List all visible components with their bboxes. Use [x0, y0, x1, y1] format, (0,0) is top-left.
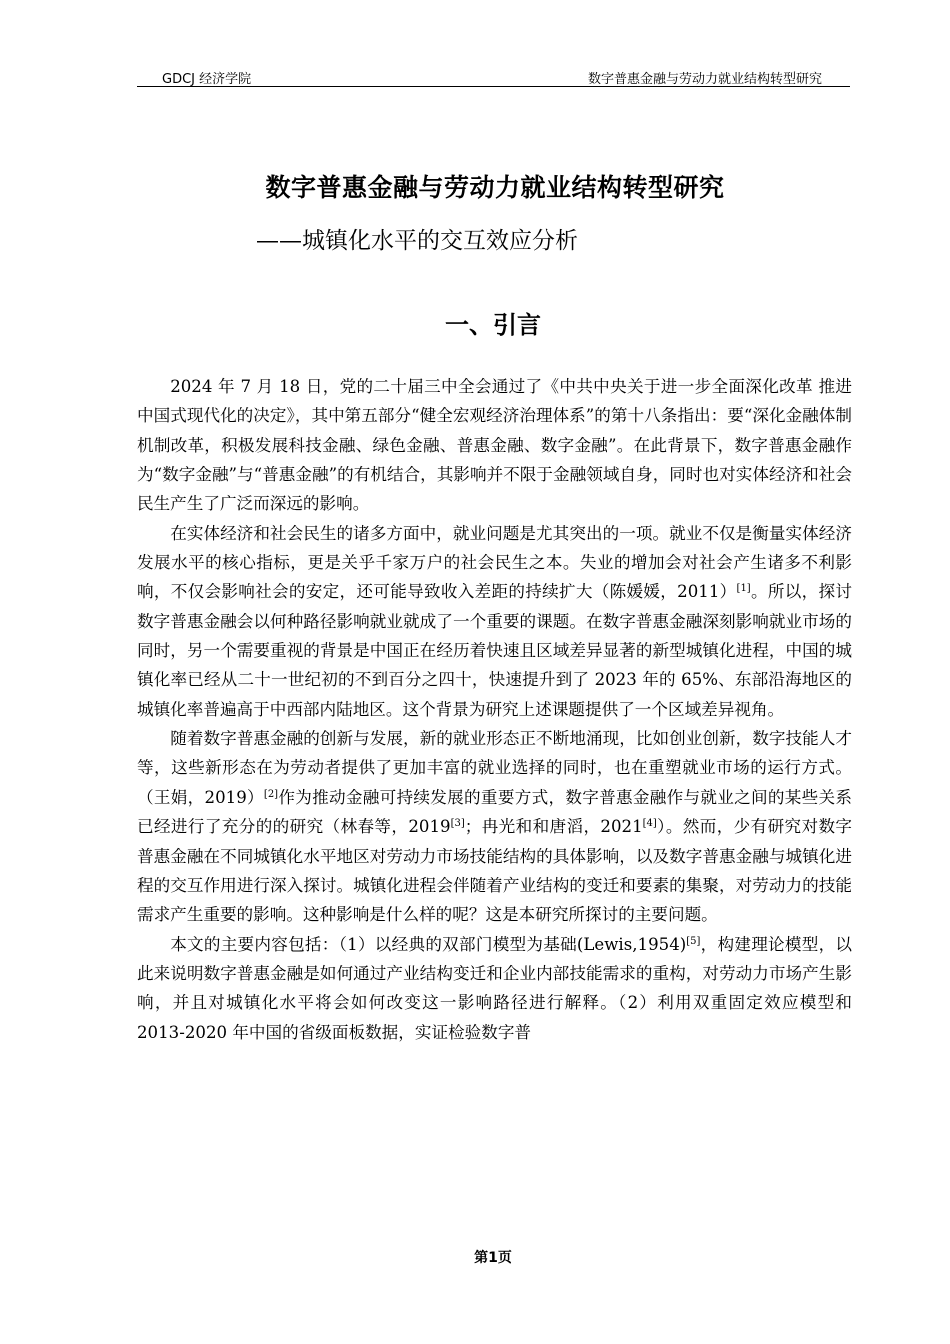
paragraph-text: 随着数字普惠金融的创新与发展，新的就业形态正不断地涌现，比如创业创新，数字技能人才等，这些新形态在为劳动者提供了更加丰富的就业选择的同时，也在重塑就业市场的运行方式。（王娟，2019） — [137, 729, 852, 807]
citation-ref[interactable]: [3] — [450, 818, 465, 830]
paper-subtitle: ——城镇化水平的交互效应分析 — [256, 228, 578, 254]
paragraph-text: 2024 年 7 月 18 日，党的二十届三中全会通过了《中共中央关于进一步全面深化改革 推进中国式现代化的决定》，其中第五部分“健全宏观经济治理体系”的第十八条指出：要“深化金融体制机制改革，积极发展科技金融、绿色金融、普惠金融、数字金融”。在此背景下，数字普惠金融作为“数字金融”与“普惠金融”的有机结合，其影响并不限于金融领域自身，同时也对实体经济和社会民生产生了广泛而深远的影响。 — [137, 377, 852, 514]
paragraph-text: ；冉光和和唐滔，2021 — [464, 817, 643, 837]
paragraph-text: 在实体经济和社会民生的诸多方面中，就业问题是尤其突出的一项。就业不仅是衡量实体经济发展水平的核心指标，更是关乎千家万户的社会民生之本。失业的增加会对社会产生诸多不利影响，不仅会影响社会的安定，还可能导致收入差距的持续扩大（陈媛媛，2011） — [137, 523, 852, 602]
header-right: 数字普惠金融与劳动力就业结构转型研究 — [587, 72, 822, 87]
paragraph-text: 。所以，探讨数字普惠金融会以何种路径影响就业就成了一个重要的课题。在数字普惠金融深刻影响就业市场的同时，另一个需要重视的背景是中国正在经历着快速且区域差异显著的新型城镇化进程，中国的城镇化率已经从二十一世纪初的不到百分之四十，快速提升到了 2023 年的 65%、东部沿海地区的城镇化率普遍高于中西部内陆地区。这个背景为研究上述课题提供了一个区域差异视角。 — [137, 582, 852, 719]
citation-ref[interactable]: [5] — [686, 935, 701, 947]
paragraph — [137, 930, 852, 1047]
paragraph-text: 作为推动金融可持续发展的重要方式，数字普惠金融作与就业之间的某些关系已经进行了充分的的研究（林春等，2019 — [137, 787, 853, 837]
page-number: 第1页 — [474, 1250, 512, 1266]
citation-ref[interactable]: [1] — [736, 583, 751, 595]
citation-ref[interactable]: [2] — [263, 788, 279, 800]
citation-ref[interactable]: [4] — [642, 818, 657, 830]
paragraph-text: ）。然而，少有研究对数字普惠金融在不同城镇化水平地区对劳动力市场技能结构的具体影响，以及数字普惠金融与城镇化进程的交互作用进行深入探讨。城镇化进程会伴随着产业结构的变迁和要素的集聚，对劳动力的技能需求产生重要的影响。这种影响是什么样的呢？这是本研究所探讨的主要问题。 — [137, 817, 853, 925]
running-header — [137, 66, 850, 87]
paragraph — [137, 724, 852, 929]
paragraph-text: 本文的主要内容包括：（1）以经典的双部门模型为基础(Lewis,1954) — [170, 934, 687, 954]
section-heading: 一、引言 — [445, 311, 541, 339]
paragraph — [137, 519, 852, 724]
header-left: GDCJ 经济学院 — [162, 72, 252, 87]
paragraph — [137, 372, 852, 519]
body-text — [137, 372, 852, 1047]
paper-title: 数字普惠金融与劳动力就业结构转型研究 — [265, 173, 725, 202]
paragraph-text: ，构建理论模型，以此来说明数字普惠金融是如何通过产业结构变迁和企业内部技能需求的重构，对劳动力市场产生影响，并且对城镇化水平将会如何改变这一影响路径进行解释。（2）利用双重固定效应模型和 2013-2020 年中国的省级面板数据，实证检验数字普 — [137, 934, 853, 1042]
